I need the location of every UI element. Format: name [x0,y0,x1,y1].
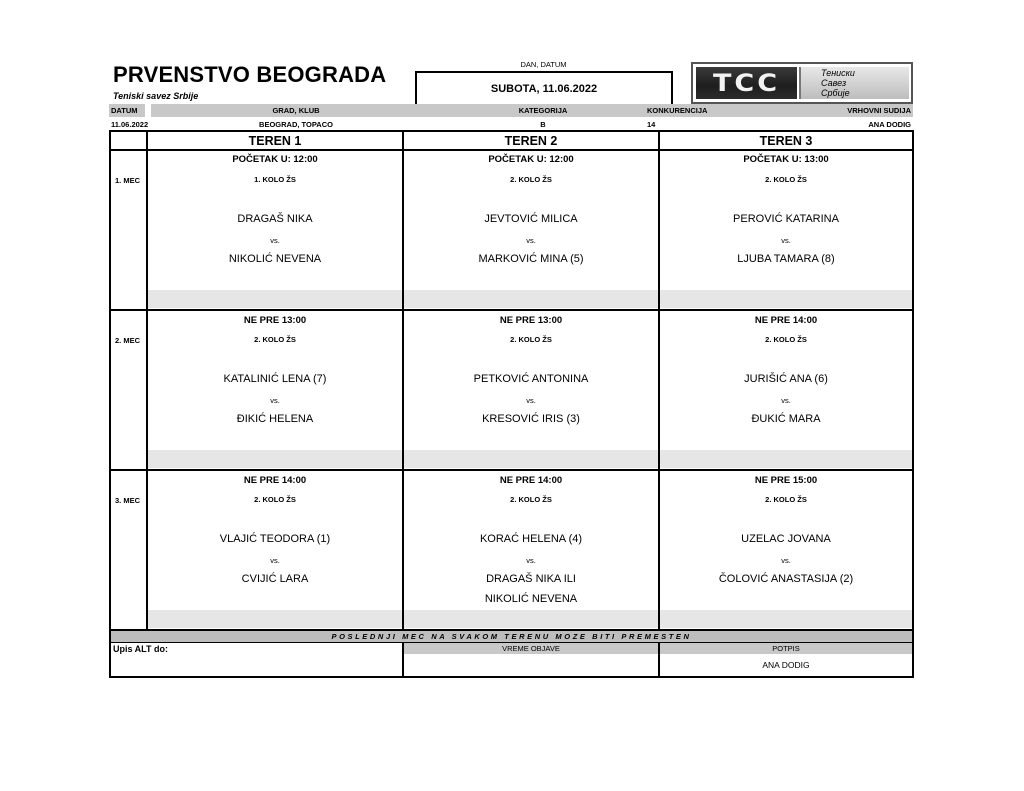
logo-mark [696,67,797,99]
info-header-sudija: VRHOVNI SUDIJA [745,104,913,117]
player-1: PETKOVIĆ ANTONINA [473,373,589,385]
info-header-grad: GRAD, KLUB [151,104,441,117]
info-value-row [109,119,913,130]
match-round: 2. KOLO ŽS [510,335,552,344]
player-2: ĐUKIĆ MARA [751,413,821,425]
info-header-datum: DATUM [109,104,145,117]
match-round: 2. KOLO ŽS [254,495,296,504]
match-start-time: NE PRE 14:00 [243,475,307,486]
notice-bar: POSLEDNJI MEC NA SVAKOM TERENU MOZE BITI PREMESTEN [111,631,912,642]
player-2: NIKOLIĆ NEVENA [228,253,322,265]
page-subtitle: Teniski savez Srbije [113,91,199,101]
info-value-datum: 11.06.2022 [111,120,149,129]
logo-line: Србије [821,88,850,98]
match-start-time: NE PRE 14:00 [499,475,563,486]
court-header-2: TEREN 2 [504,134,558,148]
player-2: ČOLOVIĆ ANASTASIJA (2) [718,573,854,585]
vs-label: vs. [270,236,280,245]
vs-label: vs. [526,396,536,405]
match-start-time: NE PRE 13:00 [499,315,563,326]
info-header-kategorija: KATEGORIJA [441,104,645,117]
player-1: PEROVIĆ KATARINA [733,213,839,225]
match-start-time: NE PRE 14:00 [754,315,818,326]
vs-label: vs. [781,236,791,245]
info-value-sudija: ANA DODIG [868,120,911,129]
player-2: CVIJIĆ LARA [241,573,309,585]
info-header-konkurencija: KONKURENCIJA [645,104,745,117]
match-start-time: POČETAK U: 12:00 [488,154,574,165]
potpis-value: ANA DODIG [762,660,810,670]
date-box [415,71,673,106]
match-label: 1. MEC [115,176,141,185]
court-header-3: TEREN 3 [759,134,813,148]
logo-line: Савез [821,78,847,88]
player-1: KATALINIĆ LENA (7) [223,373,327,385]
player-2: MARKOVIĆ MINA (5) [478,253,584,265]
player-1: DRAGAŠ NIKA [237,213,313,225]
match-round: 2. KOLO ŽS [510,495,552,504]
match-round: 2. KOLO ŽS [254,335,296,344]
match-round: 1. KOLO ŽS [254,175,296,184]
alt-label: Upis ALT do: [113,644,168,654]
logo-text [799,67,909,99]
match-start-time: POČETAK U: 13:00 [743,154,829,165]
info-header-row [109,104,913,117]
logo-line: Тениски [821,68,855,78]
vs-label: vs. [526,236,536,245]
vs-label: vs. [270,396,280,405]
player-1: JEVTOVIĆ MILICA [484,213,578,225]
vs-label: vs. [781,396,791,405]
vs-label: vs. [270,556,280,565]
match-start-time: NE PRE 13:00 [243,315,307,326]
player-1: KORAĆ HELENA (4) [479,533,583,545]
match-label: 2. MEC [115,336,141,345]
row-separator-band [148,610,912,628]
match-start-time: POČETAK U: 12:00 [232,154,318,165]
grid-line [111,149,912,151]
match-label: 3. MEC [115,496,141,505]
logo-mark-text: TCC [712,69,781,97]
player-1: JURIŠIĆ ANA (6) [744,373,828,385]
schedule-grid [109,130,914,678]
match-round: 2. KOLO ŽS [510,175,552,184]
player-2: LJUBA TAMARA (8) [737,253,835,265]
vreme-objave-header: VREME OBJAVE [404,643,658,654]
date-value: SUBOTA, 11.06.2022 [490,82,598,95]
player-2-alt: NIKOLIĆ NEVENA [484,593,578,605]
grid-line [111,469,912,471]
potpis-header: POTPIS [660,643,912,654]
info-value-grad: BEOGRAD, TOPACO [259,120,333,129]
match-round: 2. KOLO ŽS [765,175,807,184]
match-round: 2. KOLO ŽS [765,335,807,344]
row-separator-band [148,290,912,308]
player-2: ĐIKIĆ HELENA [236,413,314,425]
page-title: PRVENSTVO BEOGRADA [113,62,387,87]
match-round: 2. KOLO ŽS [765,495,807,504]
player-1: VLAJIĆ TEODORA (1) [219,533,331,545]
vs-label: vs. [781,556,791,565]
player-1: UZELAC JOVANA [741,533,831,545]
row-separator-band [148,450,912,468]
vs-label: vs. [526,556,536,565]
tss-logo [691,62,913,104]
info-value-kategorija: B [540,120,546,129]
court-header-1: TEREN 1 [248,134,302,148]
player-2: KRESOVIĆ IRIS (3) [482,413,580,425]
date-label: DAN, DATUM [520,60,567,69]
grid-line [111,309,912,311]
info-value-konkurencija: 14 [647,120,656,129]
player-2: DRAGAŠ NIKA ILI [486,573,576,585]
match-start-time: NE PRE 15:00 [754,475,818,486]
